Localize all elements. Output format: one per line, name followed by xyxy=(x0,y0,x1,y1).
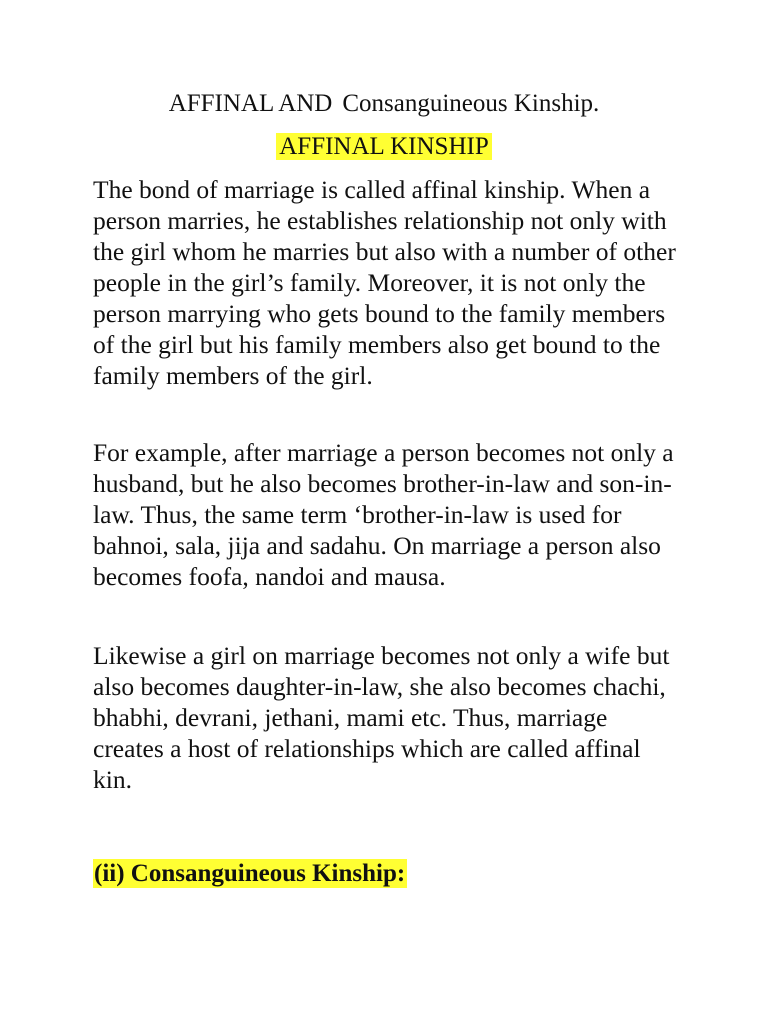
section-heading-container xyxy=(93,858,693,890)
document-title xyxy=(0,88,768,120)
subtitle-container xyxy=(0,132,768,162)
paragraph-example-wife: Likewise a girl on marriage becomes not only a wife but also becomes daughter-in-law, she also becomes chachi, bhabhi, devrani, jethani, mami etc. Thus, marriage creates a host of relationships which are called affinal kin. xyxy=(93,641,670,794)
paragraph-example-husband: For example, after marriage a person becomes not only a husband, but he also becomes brother-in-law and son-in- law. Thus, the same term ‘brother-in-law is used for bahnoi, sala, jija and sadahu. On marriage a person also becomes foofa, nandoi and mausa. xyxy=(93,438,674,591)
paragraph-affinal-definition: The bond of marriage is called affinal kinship. When a person marries, he establishes relationship not only with the girl whom he marries but also with a number of other people in the girl’s family. Moreover, it is not only the person marrying who gets bound to the family members of the girl but his family members also get bound to the family members of the girl. xyxy=(93,175,676,390)
title-part-affinal: AFFINAL AND xyxy=(168,90,333,117)
section-heading-consanguineous: (ii) Consanguineous Kinship: xyxy=(94,860,406,887)
section-subtitle-affinal-kinship: AFFINAL KINSHIP xyxy=(276,133,492,160)
title-part-consanguineous: Consanguineous Kinship. xyxy=(342,90,600,117)
